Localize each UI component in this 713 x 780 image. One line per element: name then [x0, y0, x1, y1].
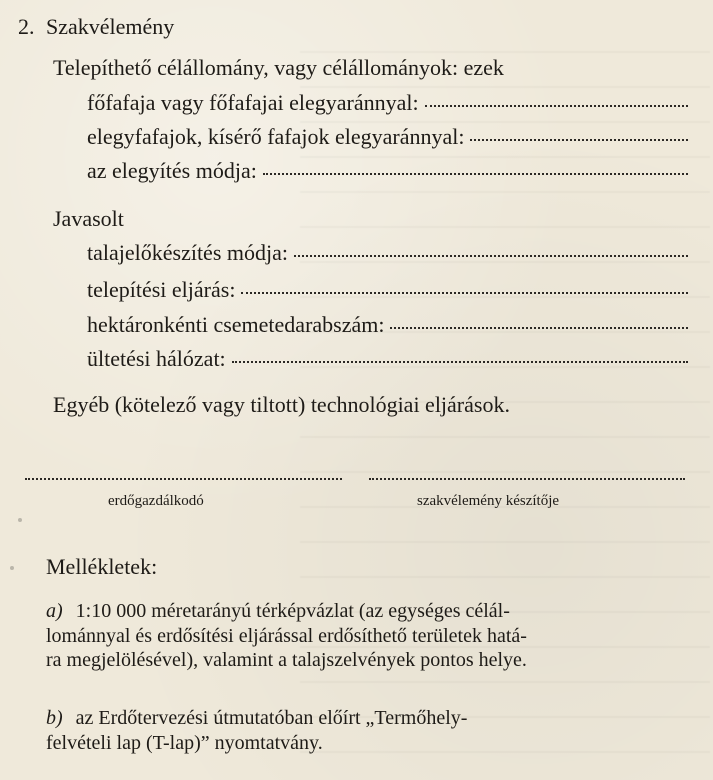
annex-a-paragraph	[46, 599, 691, 673]
seedlings-per-ha-label: hektáronkénti csemetedarabszám:	[87, 312, 385, 337]
mixing-method-fill-line[interactable]	[263, 172, 688, 175]
section-heading	[18, 16, 174, 38]
mixed-species-row	[87, 126, 688, 148]
page-mark	[18, 518, 22, 522]
seedlings-per-ha-fill-line[interactable]	[390, 326, 688, 329]
annexes-title: Mellékletek:	[46, 554, 158, 579]
mixed-species-label: elegyfafajok, kísérő fafajok elegyaránnyal:	[87, 124, 465, 149]
annex-b-line-2: felvételi lap (T-lap)” nyomtatvány.	[46, 731, 323, 754]
section-title: Szakvélemény	[46, 14, 175, 39]
mixing-method-row	[87, 160, 688, 182]
recommended-heading: Javasolt	[53, 206, 124, 231]
mixed-species-fill-line[interactable]	[470, 138, 688, 141]
planting-grid-fill-line[interactable]	[232, 360, 688, 363]
main-species-row	[87, 92, 688, 114]
mixing-method-label: az elegyítés módja:	[87, 158, 257, 183]
planting-procedure-fill-line[interactable]	[241, 291, 688, 294]
planting-procedure-row	[87, 279, 688, 301]
annex-a-line-3: ra megjelölésével), valamint a talajszelvények pontos helye.	[46, 649, 527, 672]
planting-grid-label: ültetési hálózat:	[87, 346, 226, 371]
other-procedures-text: Egyéb (kötelező vagy tiltott) technológiai eljárások.	[53, 392, 510, 417]
expert-signature-line[interactable]	[369, 478, 685, 480]
page-mark	[10, 566, 14, 570]
planting-grid-row	[87, 348, 688, 370]
soil-prep-label: talajelőkészítés módja:	[87, 240, 288, 265]
annex-a-line-1-text: 1:10 000 méretarányú térképvázlat (az egységes célál-	[75, 600, 510, 622]
planting-procedure-label: telepítési eljárás:	[87, 277, 236, 302]
target-stand-heading: Telepíthető célállomány, vagy célállományok: ezek	[53, 55, 504, 80]
annex-a-marker: a)	[46, 600, 63, 622]
landowner-signature-line[interactable]	[25, 478, 342, 480]
main-species-label: főfafaja vagy főfafajai elegyaránnyal:	[87, 90, 419, 115]
seedlings-per-ha-row	[87, 314, 688, 336]
annex-b-line-1-text: az Erdőtervezési útmutatóban előírt „Termőhely-	[75, 707, 468, 729]
soil-prep-fill-line[interactable]	[294, 254, 688, 257]
annex-b-marker: b)	[46, 707, 63, 729]
expert-signature-label: szakvélemény készítője	[417, 493, 560, 509]
annex-b-line-1	[46, 706, 691, 731]
annex-a-line-2: lománnyal és erdősítési eljárással erdősíthető területek hatá-	[46, 624, 527, 647]
soil-prep-row	[87, 242, 688, 264]
annex-b-paragraph	[46, 706, 691, 755]
main-species-fill-line[interactable]	[425, 104, 688, 107]
landowner-signature-label: erdőgazdálkodó	[108, 493, 204, 509]
section-number: 2.	[18, 14, 35, 39]
annex-a-line-1	[46, 599, 691, 624]
